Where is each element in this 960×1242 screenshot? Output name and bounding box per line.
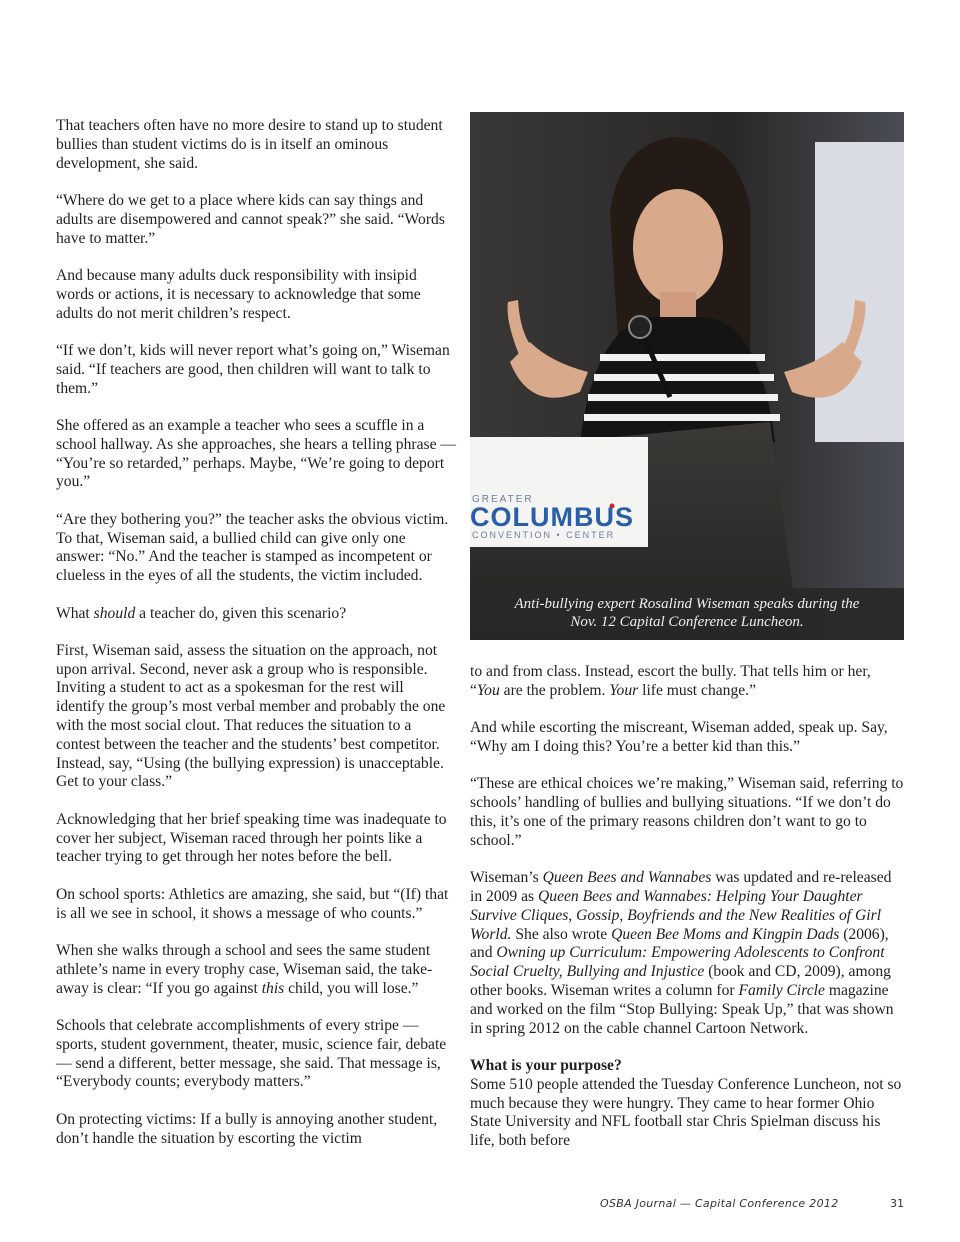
- book-title: Owning up Curriculum: Empowering Adolescents to Confront Social Cruelty, Bullying and Injustice: [470, 944, 885, 981]
- screen: [815, 142, 904, 442]
- emphasis: should: [93, 604, 136, 622]
- paragraph: [56, 605, 456, 624]
- text-run: When she walks through a school and sees the same student athlete’s name in every trophy case, Wiseman said, the take-away is clear: “If you go against: [56, 942, 433, 997]
- paragraph: And while escorting the miscreant, Wiseman added, speak up. Say, “Why am I doing this? You’re a better kid than this.”: [470, 719, 888, 755]
- paragraph: [470, 1057, 904, 1151]
- text-run: magazine and worked on the film “Stop Bullying: Speak Up,” that was shown in spring 2012 on the cable channel Cartoon Network.: [470, 981, 894, 1037]
- paragraph: [470, 869, 904, 1038]
- paragraph: Schools that celebrate accomplishments of every stripe — sports, student government, theater, music, science fair, debate — send a different, better message, she said. That message is, “Everybody counts; everybody matters.”: [56, 1017, 447, 1091]
- text-run: a teacher do, given this scenario?: [135, 604, 347, 622]
- paragraph: First, Wiseman said, assess the situation on the approach, not upon arrival. Second, never ask a group who is responsible. Inviting a student to act as a spokesman for the rest will identify the group’s most verbal member and probably the one with the most social clout. That reduces the situation to a contest between the teacher and the students’ best competitor. Instead, say, “Using (the bullying expression) is unacceptable. Get to your class.”: [56, 641, 446, 791]
- text-run: She also wrote: [511, 925, 612, 943]
- magazine-title: Family Circle: [738, 981, 825, 999]
- caption-line: Nov. 12 Capital Conference Luncheon.: [570, 614, 804, 630]
- section-subhead: What is your purpose?: [470, 1056, 622, 1074]
- book-title: Queen Bee Moms and Kingpin Dads: [611, 925, 840, 943]
- publication-name: OSBA Journal — Capital Conference 2012: [600, 1197, 839, 1210]
- paragraph: “These are ethical choices we’re making,” Wiseman said, referring to schools’ handling of bullies and bullying situations. “If we don’t do this, it’s one of the primary reasons children don’t want to go to school.”: [470, 775, 904, 849]
- paragraph: She offered as an example a teacher who sees a scuffle in a school hallway. As she approaches, she hears a telling phrase — “You’re so retarded,” perhaps. Maybe, “We’re going to deport you.”: [56, 416, 456, 491]
- book-title: Queen Bees and Wannabes: Helping Your Daughter Survive Cliques, Gossip, Boyfriends and the New Realities of Girl World.: [470, 887, 882, 943]
- sign-text-top: GREATER: [472, 494, 534, 505]
- text-run: was updated and re-released in 2009 as: [470, 869, 892, 905]
- text-run: to and from class. Instead, escort the bully. That tells him or her, “: [470, 663, 871, 699]
- speaker-photo: [470, 112, 904, 640]
- page-number: 31: [890, 1197, 904, 1210]
- text-run: (2006), and: [470, 925, 889, 962]
- text-run: Some 510 people attended the Tuesday Conference Luncheon, not so much because they were hungry. They came to hear former Ohio State University and NFL football star Chris Spielman discuss his life, both before: [470, 1075, 902, 1150]
- emphasis: Your: [609, 681, 639, 699]
- text-run: What: [56, 604, 94, 622]
- page-footer: [600, 1197, 904, 1210]
- face: [633, 189, 723, 305]
- paragraph: “Are they bothering you?” the teacher asks the obvious victim. To that, Wiseman said, a bullied child can give only one answer: “No.” And the teacher is stamped as incompetent or clueless in the eyes of all the students, the victim included.: [56, 510, 449, 585]
- paragraph: And because many adults duck responsibility with insipid words or actions, it is necessary to acknowledge that some adults do not merit children’s respect.: [56, 266, 421, 322]
- paragraph: On school sports: Athletics are amazing, she said, but “(If) that is all we see in school, it shows a message of who counts.”: [56, 885, 449, 922]
- book-title: Queen Bees and Wannabes: [542, 869, 712, 887]
- sign-text-bottom: CONVENTION • CENTER: [472, 530, 616, 540]
- left-column: [56, 117, 456, 1148]
- paragraph: [56, 942, 456, 998]
- text-run: Wiseman’s: [470, 869, 543, 887]
- photo-caption: [470, 588, 904, 640]
- paragraph: That teachers often have no more desire to stand up to student bullies than student victims do is in itself an ominous development, she said.: [56, 117, 443, 172]
- text-run: life must change.”: [638, 681, 756, 699]
- microphone-icon: [629, 316, 651, 338]
- text-run: child, you will lose.”: [284, 979, 419, 997]
- emphasis: this: [261, 979, 285, 997]
- right-column: [470, 663, 904, 1151]
- sign-text-main: COLUMBUS: [470, 502, 634, 532]
- paragraph: Acknowledging that her brief speaking time was inadequate to cover her subject, Wiseman raced through her points like a teacher trying to get through her notes before the bell.: [56, 810, 447, 866]
- emphasis: You: [476, 681, 500, 699]
- caption-line: Anti-bullying expert Rosalind Wiseman speaks during the: [514, 596, 860, 612]
- paragraph: [470, 663, 904, 701]
- photo-illustration: [470, 112, 904, 640]
- paragraph: “If we don’t, kids will never report what’s going on,” Wiseman said. “If teachers are good, then children will want to talk to them.”: [56, 341, 450, 397]
- paragraph: “Where do we get to a place where kids can say things and adults are disempowered and cannot speak?” she said. “Words have to matter.”: [56, 191, 445, 247]
- text-run: (book and CD, 2009), among other books. Wiseman writes a column for: [470, 963, 891, 999]
- paragraph: On protecting victims: If a bully is annoying another student, don’t handle the situation by escorting the victim: [56, 1110, 438, 1147]
- text-run: are the problem.: [499, 681, 610, 699]
